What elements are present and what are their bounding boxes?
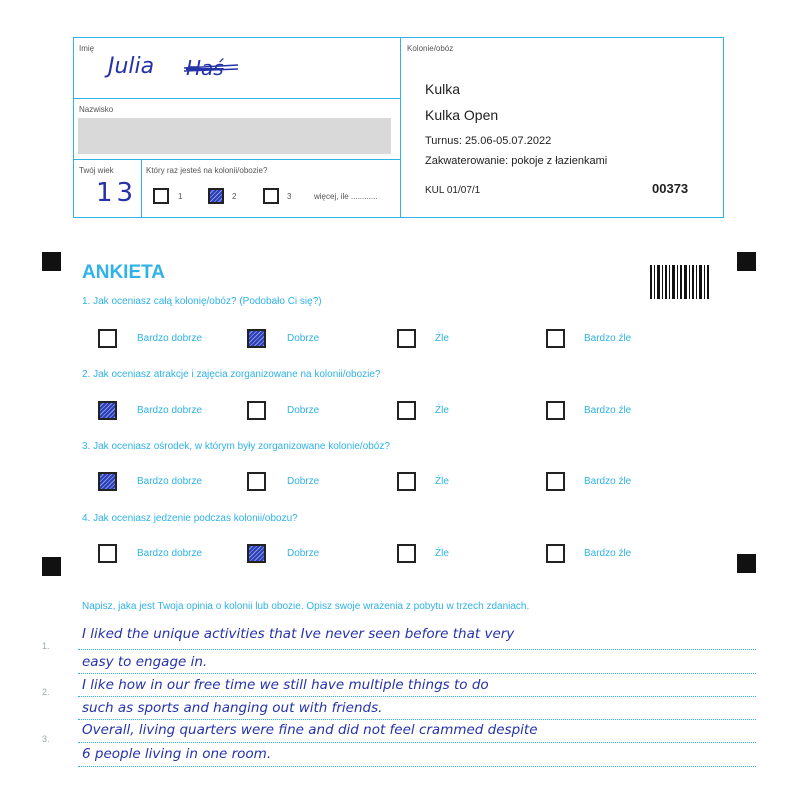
ktory-raz-option-3: 3 (287, 192, 292, 201)
barcode (650, 265, 710, 299)
q2-option-zle: Źle (435, 405, 449, 416)
q3-checkbox-zle[interactable] (397, 472, 416, 491)
handwritten-line-4: such as sports and hanging out with friends. (82, 700, 383, 716)
nazwisko-bottom-line (74, 159, 400, 160)
question-2-text: 2. Jak oceniasz atrakcje i zajęcia zorganizowane na kolonii/obozie? (82, 369, 381, 380)
ktory-raz-option-2: 2 (232, 192, 237, 201)
q4-checkbox-bardzo-dobrze[interactable] (98, 544, 117, 563)
question-3-text: 3. Jak oceniasz ośrodek, w którym były zorganizowane kolonie/obóz? (82, 441, 390, 452)
wiek-label: Twój wiek (79, 166, 114, 175)
ktory-raz-checkbox-2[interactable] (208, 188, 224, 204)
q3-checkbox-bardzo-dobrze[interactable] (98, 472, 117, 491)
q4-checkbox-zle[interactable] (397, 544, 416, 563)
writing-line-3b (78, 766, 756, 767)
q4-option-bardzo-dobrze: Bardzo dobrze (137, 548, 203, 559)
imie-scribble (182, 60, 240, 74)
opinion-prompt: Napisz, jaka jest Twoja opinia o kolonii lub obozie. Opisz swoje wrażenia z pobytu w trzech zdaniach. (82, 601, 530, 612)
question-4-text: 4. Jak oceniasz jedzenie podczas kolonii/obozu? (82, 513, 298, 524)
line-number-2: 2. (42, 687, 50, 697)
q1-checkbox-bardzo-zle[interactable] (546, 329, 565, 348)
header-divider (400, 38, 401, 217)
kolonia-name: Kulka (425, 81, 461, 97)
q2-option-bardzo-zle: Bardzo źle (584, 405, 632, 416)
zakwaterowanie: Zakwaterowanie: pokoje z łazienkami (425, 155, 608, 167)
q1-option-bardzo-dobrze: Bardzo dobrze (137, 333, 203, 344)
q1-checkbox-zle[interactable] (397, 329, 416, 348)
ktory-raz-checkbox-1[interactable] (153, 188, 169, 204)
registration-marker-top-right (737, 252, 756, 271)
q1-checkbox-dobrze[interactable] (247, 329, 266, 348)
q3-option-bardzo-zle: Bardzo źle (584, 476, 632, 487)
q3-checkbox-dobrze[interactable] (247, 472, 266, 491)
writing-line-1a (78, 649, 756, 650)
q3-option-zle: Źle (435, 476, 449, 487)
writing-line-1b (78, 673, 756, 674)
handwritten-line-3: I like how in our free time we still have multiple things to do (82, 677, 489, 693)
q3-option-dobrze: Dobrze (287, 476, 320, 487)
q2-checkbox-bardzo-zle[interactable] (546, 401, 565, 420)
q1-option-zle: Źle (435, 333, 449, 344)
imie-label: Imię (79, 44, 95, 53)
writing-line-2b (78, 719, 756, 720)
kolonia-program: Kulka Open (425, 107, 499, 123)
q1-checkbox-bardzo-dobrze[interactable] (98, 329, 117, 348)
line-number-3: 3. (42, 734, 50, 744)
q4-checkbox-dobrze[interactable] (247, 544, 266, 563)
wiek-divider (141, 159, 142, 217)
turnus: Turnus: 25.06-05.07.2022 (425, 135, 552, 147)
header-form (73, 37, 724, 218)
ktory-raz-label: Który raz jesteś na kolonii/obozie? (146, 166, 268, 175)
ktory-raz-option-1: 1 (178, 192, 183, 201)
q1-option-bardzo-zle: Bardzo źle (584, 333, 632, 344)
q4-checkbox-bardzo-zle[interactable] (546, 544, 565, 563)
imie-bottom-line (74, 98, 400, 99)
handwritten-line-2: easy to engage in. (82, 654, 208, 670)
wiecej-label: więcej, ile ............ (314, 192, 378, 201)
survey-title: ANKIETA (82, 262, 166, 283)
q4-option-zle: Źle (435, 548, 449, 559)
q2-checkbox-zle[interactable] (397, 401, 416, 420)
q2-checkbox-bardzo-dobrze[interactable] (98, 401, 117, 420)
ktory-raz-checkbox-3[interactable] (263, 188, 279, 204)
handwritten-line-5: Overall, living quarters were fine and did not feel crammed despite (82, 722, 538, 738)
line-number-1: 1. (42, 641, 50, 651)
kolonia-code: KUL 01/07/1 (425, 185, 481, 196)
registration-marker-bottom-left (42, 557, 61, 576)
writing-line-2a (78, 696, 756, 697)
q3-option-bardzo-dobrze: Bardzo dobrze (137, 476, 203, 487)
q4-option-bardzo-zle: Bardzo źle (584, 548, 632, 559)
imie-value: Julia (108, 54, 155, 79)
q2-checkbox-dobrze[interactable] (247, 401, 266, 420)
q2-option-bardzo-dobrze: Bardzo dobrze (137, 405, 203, 416)
imie-crossed-out: Haś (186, 56, 224, 80)
registration-marker-top-left (42, 252, 61, 271)
handwritten-line-6: 6 people living in one room. (82, 746, 272, 762)
kolonie-label: Kolonie/obóz (407, 44, 454, 53)
wiek-value: 13 (96, 178, 138, 208)
handwritten-line-1: I liked the unique activities that Ive never seen before that very (82, 626, 515, 642)
form-number: 00373 (652, 181, 689, 196)
nazwisko-label: Nazwisko (79, 105, 114, 114)
q2-option-dobrze: Dobrze (287, 405, 320, 416)
question-1-text: 1. Jak oceniasz całą kolonię/obóz? (Podobało Ci się?) (82, 296, 322, 307)
q1-option-dobrze: Dobrze (287, 333, 320, 344)
q4-option-dobrze: Dobrze (287, 548, 320, 559)
nazwisko-redacted (78, 118, 391, 154)
writing-line-3a (78, 742, 756, 743)
q3-checkbox-bardzo-zle[interactable] (546, 472, 565, 491)
registration-marker-bottom-right (737, 554, 756, 573)
